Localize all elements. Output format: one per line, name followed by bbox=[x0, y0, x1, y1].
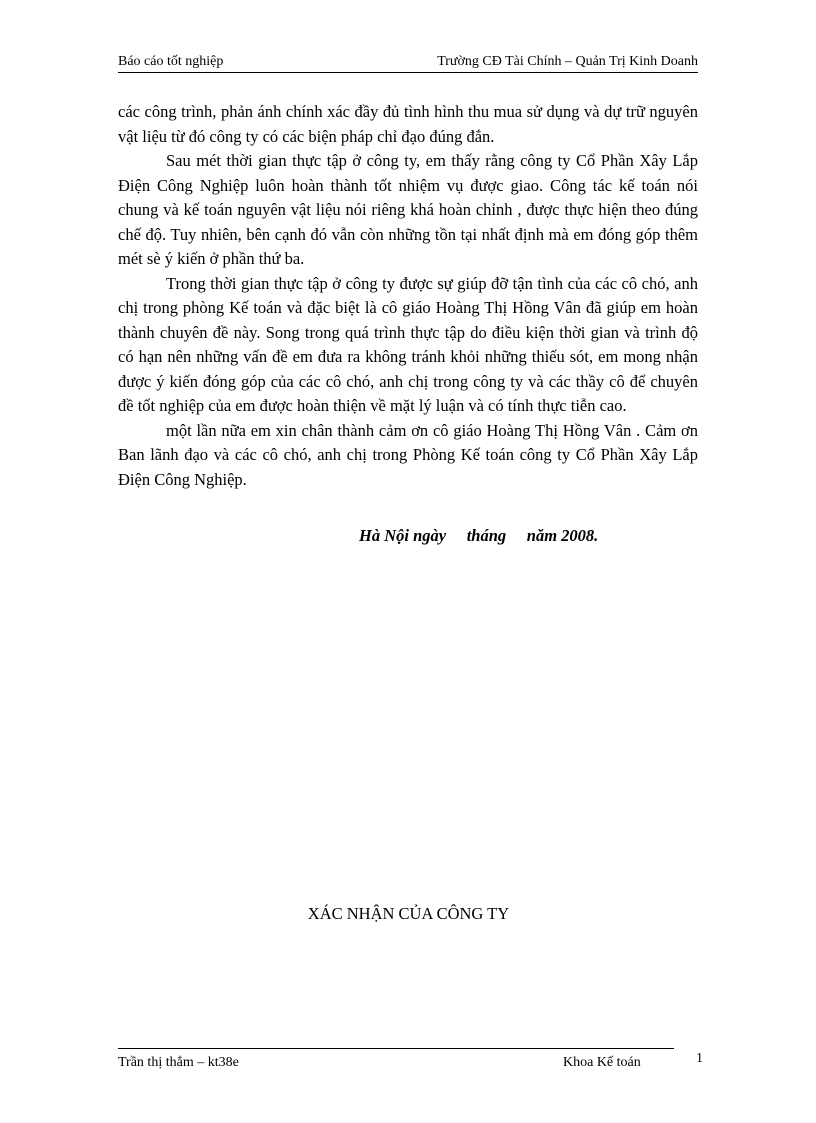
date-line: Hà Nội ngày tháng năm 2008. bbox=[359, 526, 599, 545]
page-header bbox=[118, 52, 698, 73]
footer-department: Khoa Kế toán bbox=[563, 1055, 641, 1070]
paragraph-internship-summary: Sau mét thời gian thực tập ở công ty, em thấy rằng công ty Cổ Phần Xây Lắp Điện Công Nghiệp luôn hoàn thành tốt nhiệm vụ được giao. Công tác kế toán nói chung và kế toán nguyên vật liệu nói riêng khá hoàn chỉnh , được thực hiện theo đúng chế độ. Tuy nhiên, bên cạnh đó vẫn còn những tồn tại nhất định mà em đóng góp thêm mét sè ý kiến ở phần thứ ba. bbox=[118, 151, 698, 268]
header-report-title: Báo cáo tốt nghiệp bbox=[118, 54, 224, 69]
page-footer bbox=[118, 1048, 674, 1071]
paragraph-continuation: các công trình, phản ánh chính xác đầy đủ tình hình thu mua sử dụng và dự trữ nguyên vật liệu từ đó công ty có các biện pháp chỉ đạo đúng đắn. bbox=[118, 102, 698, 146]
paragraph-thanks: một lần nữa em xin chân thành cảm ơn cô giáo Hoàng Thị Hồng Vân . Cảm ơn Ban lãnh đạo và các cô chó, anh chị trong Phòng Kế toán công ty Cổ Phần Xây Lắp Điện Công Nghiệp. bbox=[118, 420, 698, 489]
body-text bbox=[118, 100, 698, 492]
paragraph-acknowledgement: Trong thời gian thực tập ở công ty được sự giúp đỡ tận tình của các cô chó, anh chị trong phòng Kế toán và đặc biệt là cô giáo Hoàng Thị Hồng Vân đã giúp em hoàn thành chuyên đề này. Song trong quá trình thực tập do điều kiện thời gian và trình độ có hạn nên những vấn đề em đưa ra không tránh khỏi những thiếu sót, em mong nhận được ý kiến đóng góp của các cô chó, anh chị trong công ty và các thầy cô để chuyên đề tốt nghiệp của em được hoàn thiện về mặt lý luận và có tính thực tiễn cao. bbox=[118, 273, 698, 415]
confirmation-title: XÁC NHẬN CỦA CÔNG TY bbox=[307, 904, 510, 923]
page-number: 1 bbox=[696, 1051, 703, 1066]
header-school-name: Trường CĐ Tài Chính – Quản Trị Kinh Doanh bbox=[437, 54, 698, 69]
company-confirmation-heading bbox=[0, 904, 816, 924]
footer-author: Trần thị thắm – kt38e bbox=[118, 1055, 239, 1070]
